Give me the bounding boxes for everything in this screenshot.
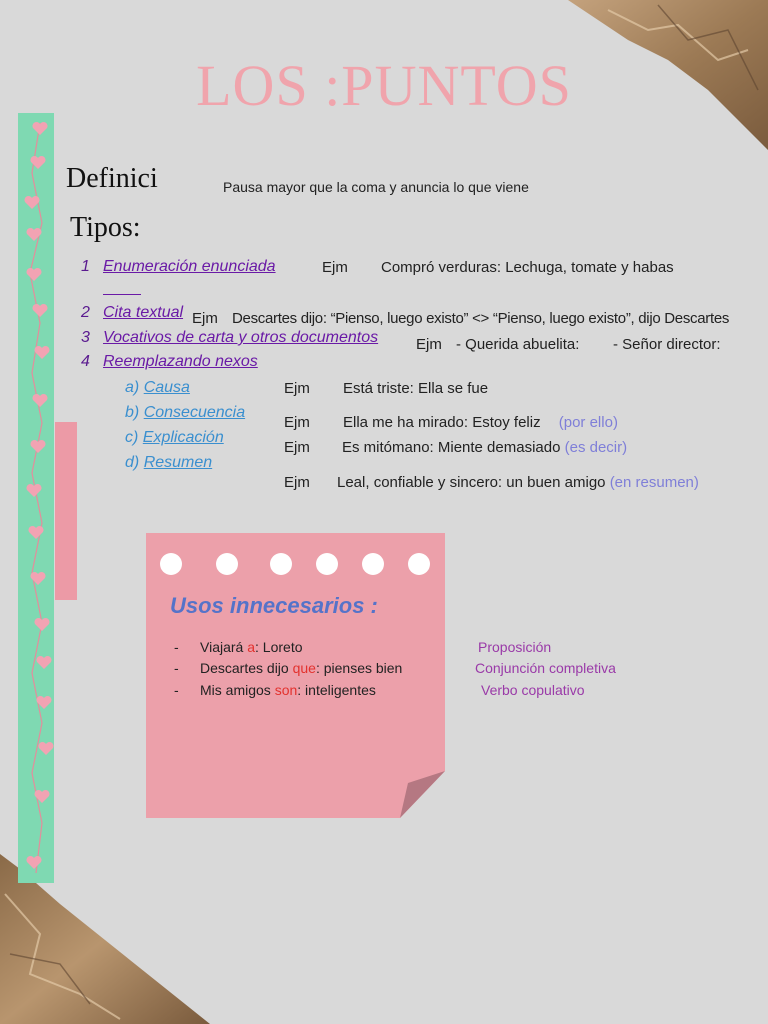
type-name-cita-textual[interactable]: Cita textual bbox=[103, 304, 184, 321]
type-example: Descartes dijo: “Pienso, luego existo” <> “Pienso, luego existo”, dijo Descartes bbox=[232, 310, 730, 327]
type-name-enumeracion[interactable]: Enumeración enunciada bbox=[103, 258, 276, 275]
subtype-note: (en resumen) bbox=[609, 474, 699, 491]
ejm-label: Ejm bbox=[322, 259, 348, 276]
note-hole bbox=[216, 553, 238, 575]
subtype-causa[interactable] bbox=[125, 379, 190, 397]
type-name-vocativos[interactable]: Vocativos de carta y otros documentos bbox=[103, 329, 379, 346]
ejm-label: Ejm bbox=[284, 414, 310, 431]
subtype-letter: c) bbox=[125, 429, 139, 446]
subtype-example: Es mitómano: Miente demasiado (es decir) bbox=[342, 439, 628, 456]
definition-text: Pausa mayor que la coma y anuncia lo que viene bbox=[223, 179, 529, 195]
subtype-example: Leal, confiable y sincero: un buen amigo (en resumen) bbox=[337, 474, 699, 491]
subtype-name: Resumen bbox=[143, 454, 213, 471]
note-hole bbox=[316, 553, 338, 575]
ejm-label: Ejm bbox=[284, 474, 310, 491]
type-number: 1 bbox=[81, 258, 90, 275]
hearts-vine bbox=[18, 113, 54, 883]
subtype-resumen[interactable] bbox=[125, 454, 212, 472]
subtype-note: (es decir) bbox=[564, 439, 628, 456]
note-hole bbox=[408, 553, 430, 575]
type-example: Compró verduras: Lechuga, tomate y habas bbox=[381, 259, 674, 276]
ejm-label: Ejm bbox=[416, 336, 442, 353]
subtype-note: (por ello) bbox=[558, 414, 618, 431]
type-number: 3 bbox=[81, 329, 90, 346]
ejm-label: Ejm bbox=[192, 310, 218, 327]
subtype-letter: d) bbox=[125, 454, 140, 471]
note-heading: Usos innecesarios : bbox=[170, 593, 378, 618]
usage-item: - Mis amigos son: inteligentes bbox=[174, 682, 376, 698]
subtype-example: Está triste: Ella se fue bbox=[343, 380, 489, 397]
subtype-name: Explicación bbox=[142, 429, 224, 446]
type-example: - Querida abuelita: bbox=[456, 336, 580, 353]
tipos-heading: Tipos: bbox=[70, 212, 141, 243]
usage-item: - Viajará a: Loreto bbox=[174, 639, 303, 655]
subtype-name: Consecuencia bbox=[143, 404, 246, 421]
note-hole bbox=[362, 553, 384, 575]
usage-category: Proposición bbox=[478, 639, 552, 655]
decorative-pink-bar bbox=[55, 422, 77, 600]
page-title: LOS :PUNTOS bbox=[196, 53, 572, 118]
usage-item: - Descartes dijo que: pienses bien bbox=[174, 660, 403, 676]
usage-category: Verbo copulativo bbox=[481, 682, 585, 698]
ejm-label: Ejm bbox=[284, 439, 310, 456]
type-number: 4 bbox=[81, 353, 90, 370]
decorative-ribbon bbox=[18, 113, 54, 883]
underline-continuation bbox=[103, 294, 141, 295]
subtype-explicacion[interactable] bbox=[125, 429, 224, 447]
note-hole bbox=[160, 553, 182, 575]
subtype-name: Causa bbox=[143, 379, 190, 396]
type-example: - Señor director: bbox=[613, 336, 721, 353]
folded-corner bbox=[400, 771, 445, 818]
note-hole bbox=[270, 553, 292, 575]
definition-heading: Definici bbox=[66, 163, 158, 194]
sticky-note bbox=[146, 533, 445, 818]
subtype-letter: b) bbox=[125, 404, 140, 421]
subtype-letter: a) bbox=[125, 379, 140, 396]
type-name-reemplazando-nexos[interactable]: Reemplazando nexos bbox=[103, 353, 258, 370]
subtype-example: Ella me ha mirado: Estoy feliz (por ello) bbox=[343, 414, 618, 431]
subtype-consecuencia[interactable] bbox=[125, 404, 245, 422]
usage-category: Conjunción completiva bbox=[475, 660, 616, 676]
ejm-label: Ejm bbox=[284, 380, 310, 397]
type-number: 2 bbox=[81, 304, 90, 321]
